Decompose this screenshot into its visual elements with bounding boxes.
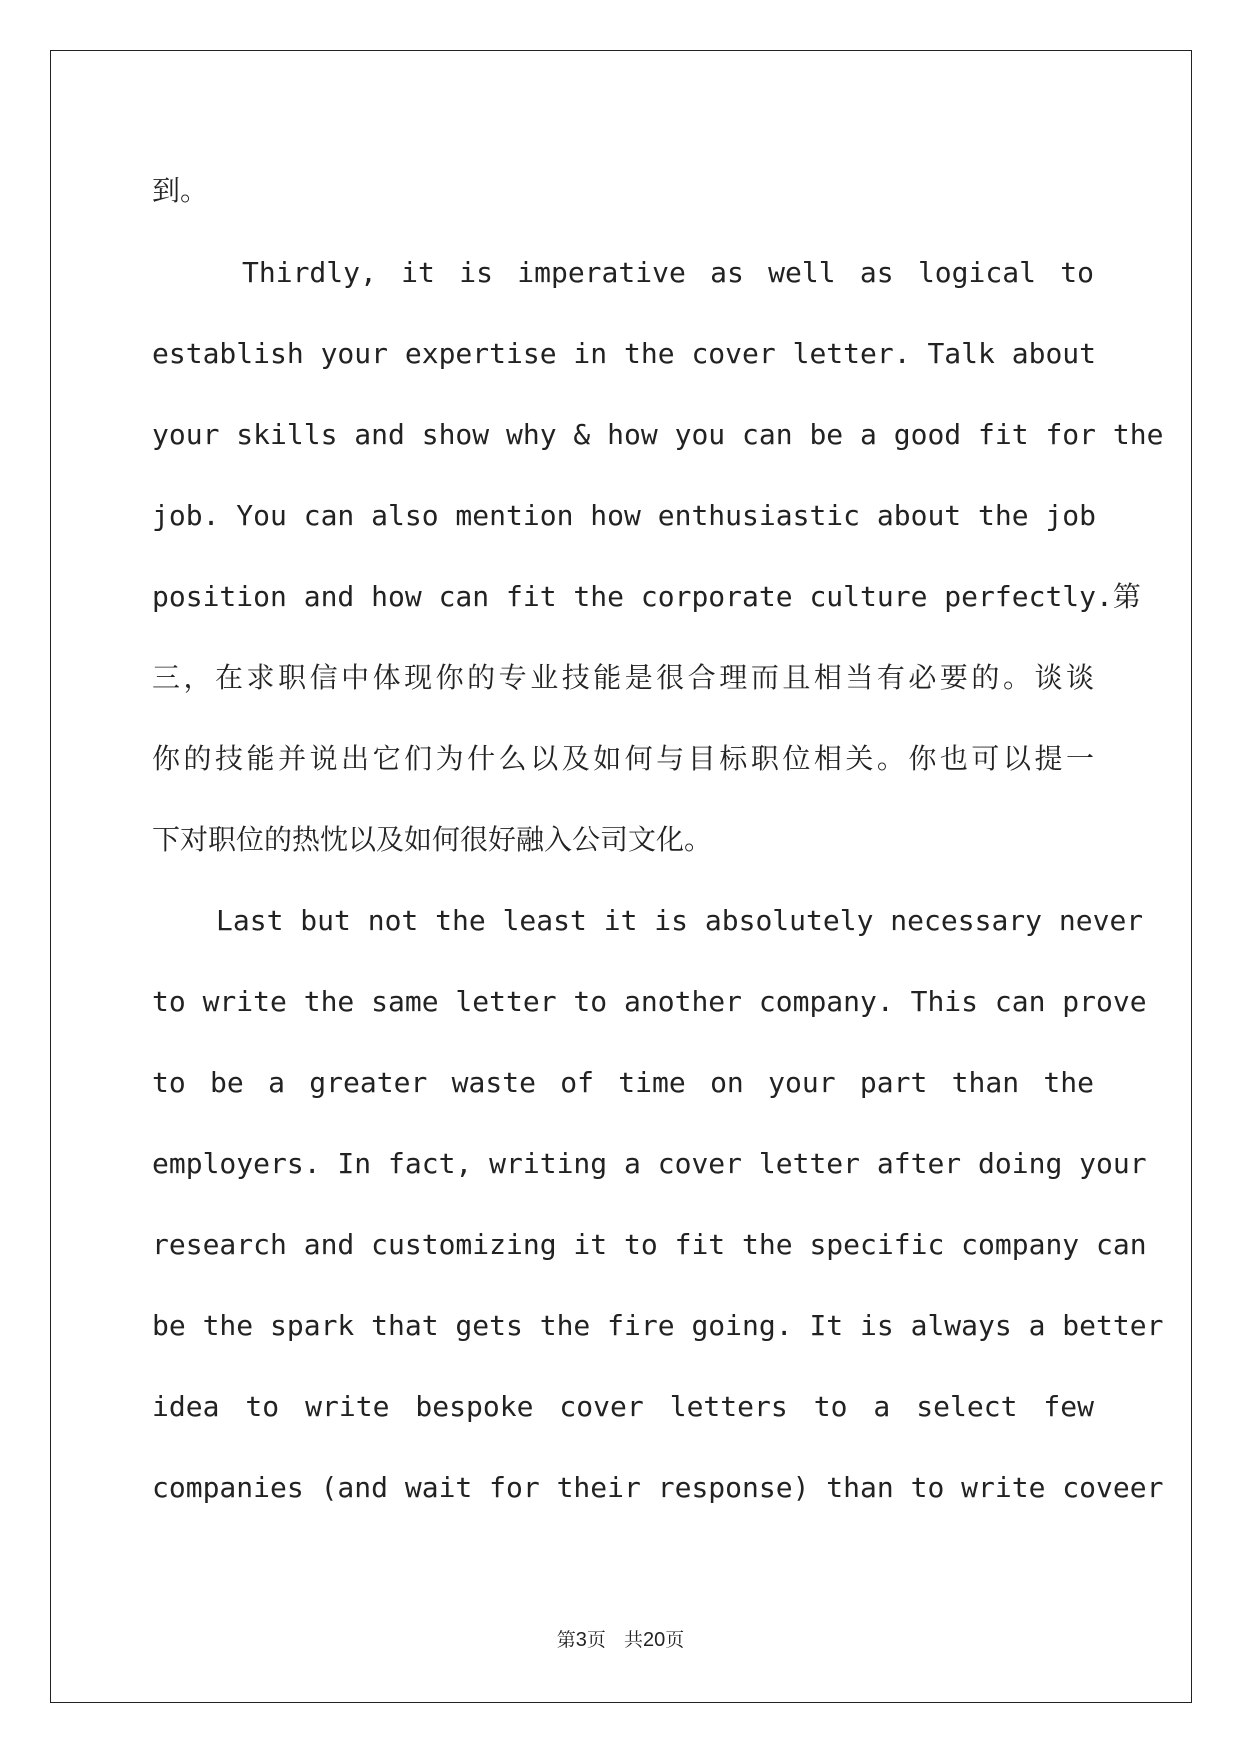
text-line: to write the same letter to another company. This can prove (152, 985, 1147, 1018)
text-line: Last but not the least it is absolutely necessary never (216, 904, 1144, 937)
current-page-number: 3 (575, 1629, 587, 1651)
text-line: 三，在求职信中体现你的专业技能是很合理而且相当有必要的。谈谈 (152, 661, 1094, 694)
page-footer (0, 1628, 1241, 1652)
text-line: job. You can also mention how enthusiastic about the job (152, 499, 1097, 532)
total-page-count: 20 (643, 1629, 666, 1651)
text-line: idea to write bespoke cover letters to a select few (152, 1390, 1094, 1423)
text-line: 下对职位的热忱以及如何很好融入公司文化。 (152, 823, 713, 856)
text-line: 你的技能并说出它们为什么以及如何与目标职位相关。你也可以提一 (152, 742, 1094, 775)
text-line: 到。 (152, 174, 209, 207)
footer-prefix: 第 (556, 1629, 576, 1651)
text-line: research and customizing it to fit the specific company can (152, 1228, 1147, 1261)
page-border (50, 50, 1192, 1703)
text-line: Thirdly, it is imperative as well as logical to (242, 256, 1094, 289)
text-line: employers. In fact, writing a cover letter after doing your (152, 1147, 1147, 1180)
footer-total-suffix: 页 (665, 1629, 685, 1651)
footer-total-prefix: 共 (624, 1629, 644, 1651)
text-line: position and how can fit the corporate culture perfectly.第 (152, 580, 1141, 613)
footer-page-suffix: 页 (586, 1629, 606, 1651)
text-line: to be a greater waste of time on your part than the (152, 1066, 1094, 1099)
text-line: companies (and wait for their response) than to write coveer (152, 1471, 1164, 1504)
text-line: establish your expertise in the cover letter. Talk about (152, 337, 1097, 370)
text-line: be the spark that gets the fire going. It is always a better (152, 1309, 1164, 1342)
text-line: your skills and show why & how you can be a good fit for the (152, 418, 1164, 451)
